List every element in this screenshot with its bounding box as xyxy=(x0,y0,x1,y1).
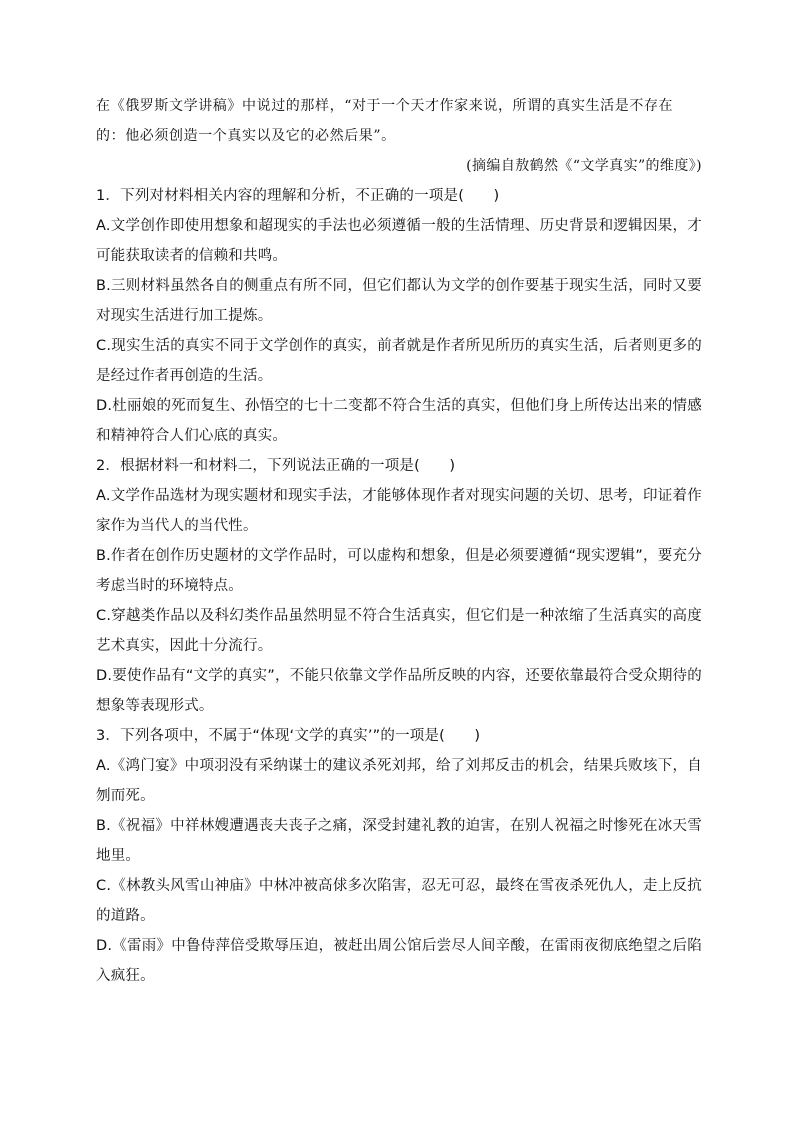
option-a: A.文学创作即使用想象和超现实的手法也必须遵循一般的生活情理、历史背景和逻辑因果，才可能获取读者的信赖和共鸣。 xyxy=(96,218,702,264)
option-a: A.《鸿门宴》中项羽没有采纳谋士的建议杀死刘邦，给了刘邦反击的机会，结果兵败垓下，自刎而死。 xyxy=(96,758,702,804)
option-b: B.三则材料虽然各自的侧重点有所不同，但它们都认为文学的创作要基于现实生活，同时又要对现实生活进行加工提炼。 xyxy=(96,278,702,324)
option-c: C.《林教头风雪山神庙》中林冲被高俅多次陷害，忍无可忍，最终在雪夜杀死仇人，走上反抗的道路。 xyxy=(96,878,702,924)
option-c: C.现实生活的真实不同于文学创作的真实，前者就是作者所见所历的真实生活，后者则更多的是经过作者再创造的生活。 xyxy=(96,338,702,384)
option-a: A.文学作品选材为现实题材和现实手法，才能够体现作者对现实问题的关切、思考，印证着作家作为当代人的当代性。 xyxy=(96,488,702,534)
option-d: D.《雷雨》中鲁侍萍倍受欺辱压迫，被赶出周公馆后尝尽人间辛酸，在雷雨夜彻底绝望之后陷入疯狂。 xyxy=(96,938,702,984)
option-b: B.作者在创作历史题材的文学作品时，可以虚构和想象，但是必须要遵循“现实逻辑”，要充分考虑当时的环境特点。 xyxy=(96,548,702,594)
question-stem: 1．下列对材料相关内容的理解和分析，不正确的一项是( ) xyxy=(96,188,500,204)
question-1 xyxy=(96,181,702,451)
question-3 xyxy=(96,721,702,991)
option-d: D.要使作品有“文学的真实”，不能只依靠文学作品所反映的内容，还要依靠最符合受众期待的想象等表现形式。 xyxy=(96,668,702,714)
passage-quote: 在《俄罗斯文学讲稿》中说过的那样，“对于一个天才作家来说，所谓的真实生活是不存在的：他必须创造一个真实以及它的必然后果”。 xyxy=(96,98,674,144)
page-content xyxy=(96,91,702,991)
question-2 xyxy=(96,451,702,721)
option-b: B.《祝福》中祥林嫂遭遇丧夫丧子之痛，深受封建礼教的迫害，在别人祝福之时惨死在冰天雪地里。 xyxy=(96,818,702,864)
option-d: D.杜丽娘的死而复生、孙悟空的七十二变都不符合生活的真实，但他们身上所传达出来的情感和精神符合人们心底的真实。 xyxy=(96,398,702,444)
question-stem: 3．下列各项中，不属于“体现‘文学的真实’”的一项是( ) xyxy=(96,728,481,744)
passage-source: (摘编自敖鹤然《“文学真实”的维度》) xyxy=(466,158,702,174)
option-c: C.穿越类作品以及科幻类作品虽然明显不符合生活真实，但它们是一种浓缩了生活真实的高度艺术真实，因此十分流行。 xyxy=(96,608,702,654)
question-stem: 2．根据材料一和材料二，下列说法正确的一项是( ) xyxy=(96,458,456,474)
